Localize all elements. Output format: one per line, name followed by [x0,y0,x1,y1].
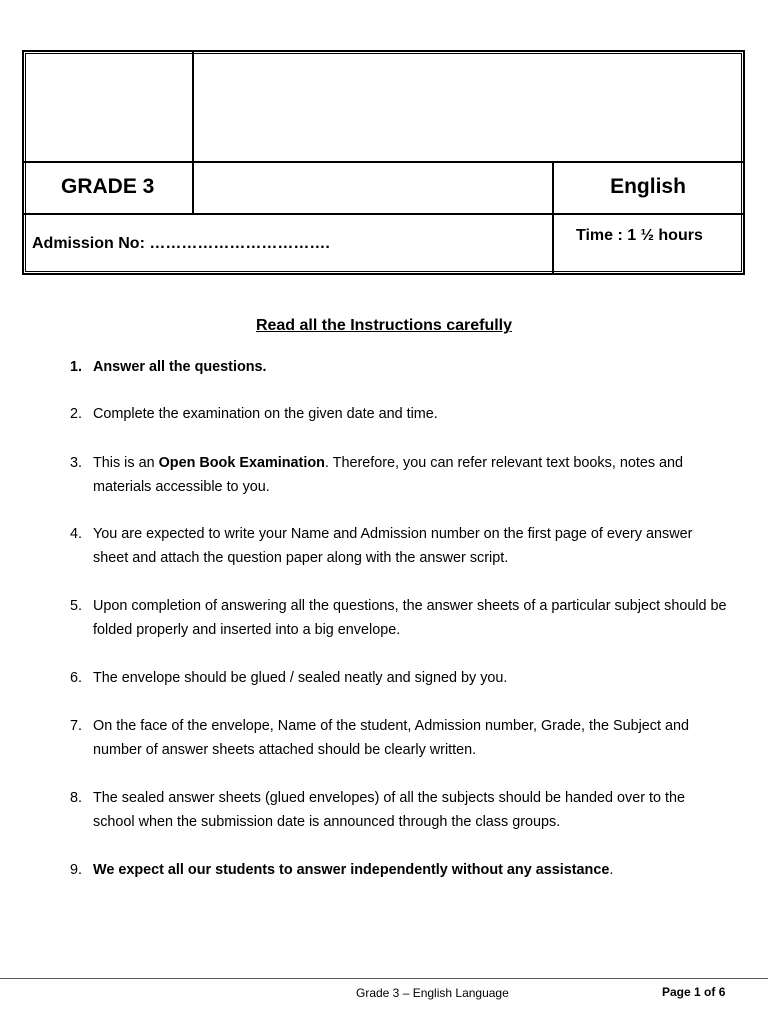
footer-divider [0,978,768,979]
exam-duration: Time : 1 ½ hours [576,227,703,244]
subject-label: English [610,175,686,198]
instruction-number: 7. [70,718,83,734]
instruction-number: 1. [70,359,83,375]
instruction-text: Answer all the questions. [93,359,267,375]
instruction-item [70,522,730,570]
grade-label: GRADE 3 [61,175,155,198]
instruction-number: 8. [70,790,83,806]
instruction-text: On the face of the envelope, Name of the student, Admission number, Grade, the Subject and number of answer sheets attached should be clearly written. [93,718,689,758]
instructions-list [70,355,730,882]
instruction-text: The envelope should be glued / sealed neatly and signed by you. [93,670,508,686]
logo-cell-divider [192,52,194,214]
instruction-text-post: . Therefore, you can refer relevant text books, notes and materials accessible to you. [93,455,684,495]
instruction-number: 6. [70,670,83,686]
instruction-item [70,858,730,882]
instruction-number: 2. [70,406,83,422]
page-mid: of [700,985,719,999]
instruction-item [70,714,730,762]
instruction-text-bold: Open Book Examination [158,455,325,471]
instruction-number: 4. [70,526,83,542]
instruction-text-post: . [609,862,614,878]
instruction-number: 5. [70,598,83,614]
instruction-item [70,666,730,690]
page-prefix: Page [662,985,695,999]
instruction-item [70,355,730,379]
instruction-text-bold: We expect all our students to answer independently without any assistance [93,862,610,878]
instruction-text-pre: This is an [93,455,159,471]
header-table [22,50,745,275]
admission-number-field: Admission No: ……………………………. [32,235,330,252]
instruction-text: The sealed answer sheets (glued envelopes) of all the subjects should be handed over to the school when the submission date is announced through the class groups. [93,790,685,830]
header-row-divider-1 [24,161,743,163]
instruction-number: 3. [70,455,83,471]
page-number [662,985,725,999]
header-row-divider-2 [24,213,743,215]
instructions-title: Read all the Instructions carefully [255,317,513,334]
footer-title: Grade 3 – English Language [356,986,509,1000]
instruction-text: Complete the examination on the given date and time. [93,406,438,422]
page-current: 1 [694,985,701,999]
instruction-text: Upon completion of answering all the questions, the answer sheets of a particular subject should be folded properly and inserted into a big envelope. [93,598,727,638]
instruction-text: You are expected to write your Name and Admission number on the first page of every answer sheet and attach the question paper along with the answer script. [93,526,693,566]
instruction-item [70,451,730,499]
instruction-item [70,786,730,834]
instruction-item [70,402,730,426]
instruction-item [70,594,730,642]
page-total: 6 [718,985,726,999]
instruction-number: 9. [70,862,83,878]
subject-cell-divider [552,163,554,275]
